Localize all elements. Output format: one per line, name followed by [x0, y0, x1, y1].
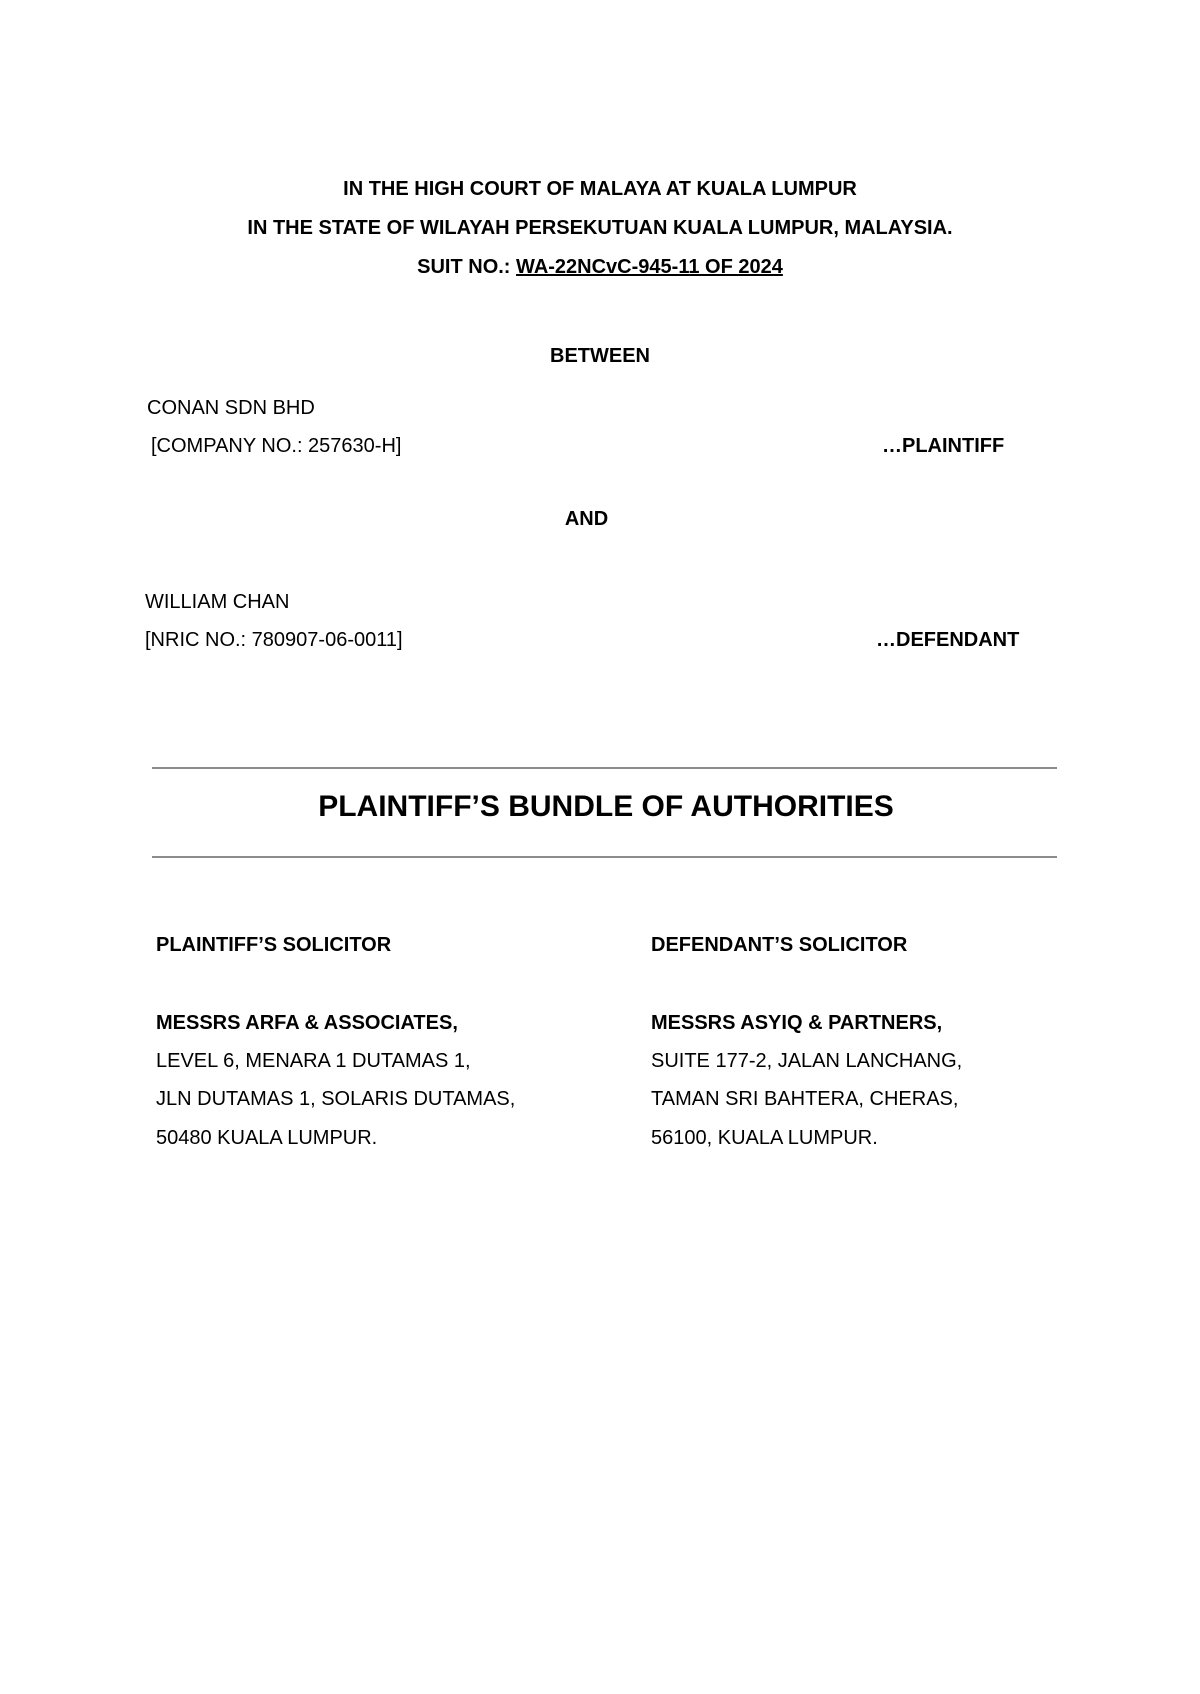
- suit-number-line: [0, 257, 1200, 277]
- and-label: AND: [564, 508, 609, 530]
- defendant-name: WILLIAM CHAN: [145, 591, 290, 613]
- plaintiff-solicitor-address-line: LEVEL 6, MENARA 1 DUTAMAS 1,: [156, 1050, 471, 1072]
- plaintiff-name: CONAN SDN BHD: [147, 397, 315, 419]
- plaintiff-solicitor-address-line: JLN DUTAMAS 1, SOLARIS DUTAMAS,: [156, 1088, 516, 1110]
- title-bottom-rule: [152, 856, 1057, 858]
- suit-number-label: SUIT NO.:: [417, 256, 511, 278]
- suit-number: WA-22NCvC-945-11 OF 2024: [516, 256, 783, 278]
- court-name-line: IN THE HIGH COURT OF MALAYA AT KUALA LUMPUR: [343, 178, 857, 200]
- defendant-solicitor-address-line: 56100, KUALA LUMPUR.: [651, 1127, 878, 1149]
- court-state-line: IN THE STATE OF WILAYAH PERSEKUTUAN KUALA LUMPUR, MALAYSIA.: [247, 217, 953, 239]
- plaintiff-solicitor-firm: MESSRS ARFA & ASSOCIATES,: [156, 1012, 458, 1034]
- defendant-solicitor-address-line: SUITE 177-2, JALAN LANCHANG,: [651, 1050, 963, 1072]
- between-label: BETWEEN: [550, 345, 650, 367]
- defendant-nric-number: [NRIC NO.: 780907-06-0011]: [145, 629, 403, 651]
- document-title: PLAINTIFF’S BUNDLE OF AUTHORITIES: [318, 790, 894, 823]
- plaintiff-solicitor-address-line: 50480 KUALA LUMPUR.: [156, 1127, 378, 1149]
- plaintiff-solicitor-heading: PLAINTIFF’S SOLICITOR: [156, 934, 392, 956]
- defendant-solicitor-firm: MESSRS ASYIQ & PARTNERS,: [651, 1012, 943, 1034]
- title-top-rule: [152, 767, 1057, 769]
- defendant-solicitor-address-line: TAMAN SRI BAHTERA, CHERAS,: [651, 1088, 959, 1110]
- defendant-role: …DEFENDANT: [876, 629, 1020, 651]
- plaintiff-role: …PLAINTIFF: [882, 435, 1005, 457]
- plaintiff-company-number: [COMPANY NO.: 257630-H]: [151, 435, 402, 457]
- defendant-solicitor-heading: DEFENDANT’S SOLICITOR: [651, 934, 908, 956]
